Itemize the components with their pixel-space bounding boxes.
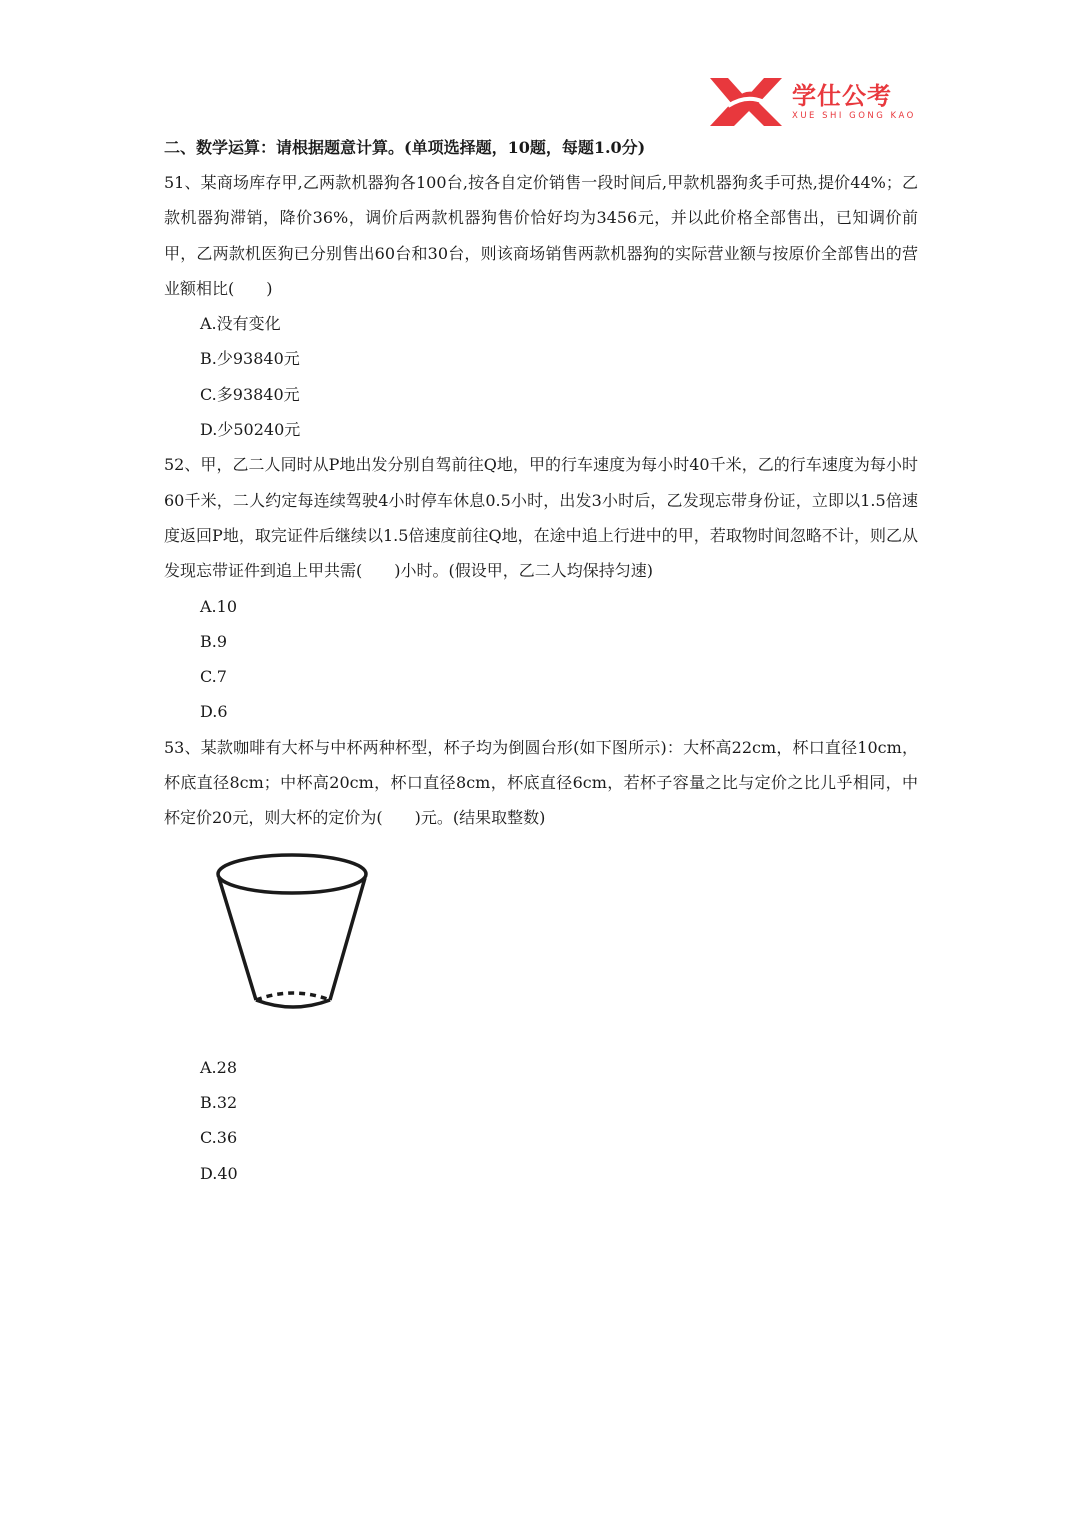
xue-shi-logo-icon: [708, 76, 784, 128]
option-a: A.28: [200, 1057, 237, 1077]
option-c: C.7: [200, 667, 227, 687]
question-53: [164, 730, 918, 1191]
option-c: C.36: [200, 1128, 238, 1148]
option-b: B.9: [200, 631, 228, 651]
option-d: D.40: [200, 1163, 238, 1183]
option-c: C.多93840元: [200, 384, 300, 404]
option-b: B.少93840元: [200, 349, 300, 369]
cup-figure: [164, 836, 918, 1050]
option-b: B.32: [200, 1092, 238, 1112]
question-text: 53、某款咖啡有大杯与中杯两种杯型，杯子均为倒圆台形(如下图所示)：大杯高22cm，杯口直径10cm，杯底直径8cm；中杯高20cm，杯口直径8cm，杯底直径6cm，若杯子容量之比与定价之比儿乎相同，中杯定价20元，则大杯的定价为( )元。(结果取整数): [164, 737, 918, 828]
question-text: 51、某商场库存甲,乙两款机器狗各100台,按各自定价销售一段时间后,甲款机器狗炙手可热,提价44%；乙款机器狗滞销，降价36%，调价后两款机器狗售价恰好均为3456元，并以此价格全部售出，已知调价前甲，乙两款机医狗已分别售出60台和30台，则该商场销售两款机器狗的实际营业额与按原价全部售出的营业额相比( ): [164, 173, 918, 298]
logo-brand-text: 学仕公考: [792, 82, 892, 110]
inverted-frustum-cup-icon: [214, 850, 374, 1020]
option-a: A.没有变化: [200, 314, 281, 334]
question-51: [164, 165, 918, 447]
section-title: 二、数学运算：请根据题意计算。(单项选择题，10题，每题1.0分): [164, 138, 646, 157]
document-body: [164, 128, 918, 1191]
option-a: A.10: [200, 596, 237, 616]
question-text: 52、甲，乙二人同时从P地出发分别自驾前往Q地，甲的行车速度为每小时40千米，乙的行车速度为每小时60千米，二人约定每连续驾驶4小时停车休息0.5小时，出发3小时后，乙发现忘带身份证，立即以1.5倍速度返回P地，取完证件后继续以1.5倍速度前往Q地，在途中追上行进中的甲，若取物时间忽略不计，则乙从发现忘带证件到追上甲共需( )小时。(假设甲，乙二人均保持匀速): [164, 455, 918, 581]
logo-subtitle: XUE SHI GONG KAO: [792, 111, 916, 121]
question-52: [164, 447, 918, 729]
brand-logo: [708, 74, 928, 130]
option-d: D.少50240元: [200, 420, 301, 440]
option-d: D.6: [200, 702, 228, 722]
